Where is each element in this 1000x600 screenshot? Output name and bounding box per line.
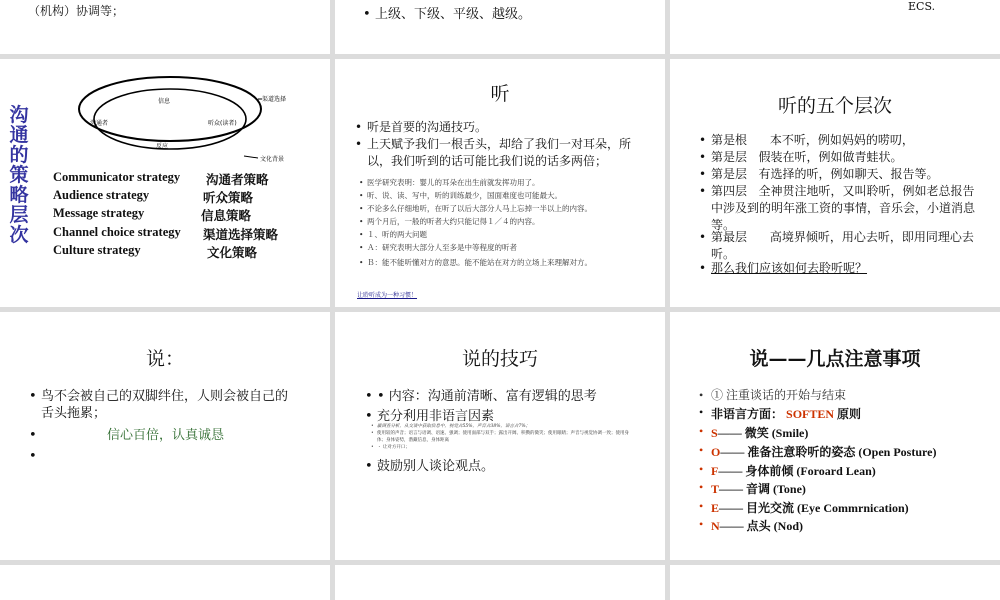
top-left-text: （机构）协调等；: [28, 4, 125, 18]
diagram-sender: 沟通者: [90, 120, 109, 127]
skills-small-item: • 使用较的声音；语言与语调、语速、强调；使用面部与双手；露出开阔、积攒的微笑；使用眼睛；声音与视觉协调一致；使用身体；身体姿势，潜藏信息，身体距离: [371, 431, 629, 443]
vt-char: 的: [9, 144, 29, 166]
five-levels-title: 听的五个层次: [777, 95, 892, 117]
strategy-zh-3: 信息策略: [201, 209, 252, 223]
listen-small-item: • Ａ：研究表明大部分人至多是中等程度的听者: [359, 243, 517, 252]
slide-bottom-mid: [335, 565, 665, 600]
vt-char: 通: [9, 124, 29, 146]
listen-title: 听: [490, 83, 510, 105]
diagram-audience: 听众(读者): [208, 120, 237, 127]
soften-item-o: • O—— 准备注意聆听的姿态 (Open Posture): [699, 443, 937, 459]
vt-char: 次: [9, 224, 29, 246]
listen-habit-link[interactable]: 让聆听成为一种习惯！: [357, 292, 418, 299]
level-item-2: • 第是层 假装在听，例如做青蛙状。: [699, 150, 903, 164]
listen-small-item: • １、听的两大问题: [359, 230, 427, 239]
level-item-3: • 第是层 有选择的听，例如聊天、报告等。: [699, 167, 939, 181]
skills-bullet-3: • 鼓励别人谈论观点。: [365, 459, 495, 474]
listen-small-item: • 听、说、读、写中，听的训练最少，国面难度也可能最大。: [359, 191, 562, 200]
strategy-zh-2: 听众策略: [203, 191, 254, 205]
soften-item-t: • T—— 音调 (Tone): [699, 480, 806, 496]
slide-speak-notes: [670, 312, 1000, 560]
slide-five-levels: [670, 59, 1000, 307]
skills-bullet-2: • 充分利用非语言因素: [365, 409, 495, 424]
diagram-culture: 文化背景: [260, 156, 285, 163]
skills-title: 说的技巧: [461, 348, 538, 370]
diagram-info: 信息: [158, 98, 171, 105]
diagram-feedback: 反应: [156, 143, 169, 150]
slide-top-mid: [335, 0, 665, 54]
level-item-5: • 第最层 高境界倾听，用心去听，即用同理心去听。: [699, 230, 974, 261]
listen-small-item: • 两个月后，一般的听者大约只能记得１／４的内容。: [359, 217, 540, 226]
speak-bullet-1: • 鸟不会被自己的双脚绊住，人则会被自己的舌头拖累；: [29, 389, 289, 421]
strategy-en-4: Channel choice strategy: [53, 225, 181, 239]
slide-top-left: [0, 0, 330, 54]
communication-diagram: [0, 59, 330, 169]
strategy-zh-1: 沟通者策略: [206, 173, 269, 187]
speak-title: 说：: [145, 348, 184, 370]
level-item-1: • 第是根 本不听，例如妈妈的唠叨，: [699, 133, 914, 147]
listen-small-item: • 医学研究表明：婴儿的耳朵在出生前就发挥功用了。: [359, 178, 540, 187]
strategy-en-2: Audience strategy: [53, 188, 150, 202]
listen-question-link[interactable]: • 那么我们应该如何去聆听呢？: [699, 261, 868, 275]
soften-item-f: • F—— 身体前倾 (Foroard Lean): [699, 462, 876, 478]
listen-bullet-1: • 听是首要的沟通技巧。: [355, 120, 488, 134]
skills-small-item: • ・ 让对方开口；: [371, 445, 410, 450]
soften-item-n: • N—— 点头 (Nod): [699, 517, 804, 533]
skills-bullet-1: • • 内容：沟通前清晰、富有逻辑的思考: [365, 389, 597, 404]
level-item-4: • 第四层 全神贯注地听，又叫聆听，例如老总报告中涉及到的明年涨工资的事情，音乐会，小道消息等。: [699, 184, 976, 232]
vt-char: 策: [9, 164, 29, 186]
strategy-zh-4: 渠道选择策略: [203, 228, 279, 242]
slide-listen: [335, 59, 665, 307]
soften-item-s: • S—— 微笑 (Smile): [699, 424, 809, 440]
slide-top-right: [670, 0, 1000, 54]
notes-first: • ① 注重谈话的开始与结束: [699, 388, 847, 402]
notes-title: 说——几点注意事项: [749, 348, 921, 370]
strategy-en-5: Culture strategy: [53, 243, 141, 257]
diagram-channel: 渠道选择: [262, 96, 287, 103]
vt-char: 沟: [9, 104, 29, 126]
slide-speak-skills: [335, 312, 665, 560]
listen-small-list: [359, 176, 657, 269]
vt-char: 略: [9, 184, 29, 206]
speak-bullet-2: • 信心百倍，认真诚恳: [29, 428, 225, 443]
skills-small-item: • 赢调查分析，从交谈中获取信息中，视觉占55%，声音占38%，语言占7%；: [371, 424, 531, 429]
listen-small-item: • 不论多么仔细地听，在听了以后大部分人马上忘掉一半以上的内容。: [359, 204, 592, 213]
top-right-text: ECS.: [908, 0, 936, 13]
strategy-en-1: Communicator strategy: [53, 170, 181, 184]
strategy-en-3: Message strategy: [53, 206, 145, 220]
soften-item-e: • E—— 目光交流 (Eye Commrnication): [699, 499, 909, 515]
strategy-zh-5: 文化策略: [207, 246, 258, 260]
slide-bottom-left: [0, 565, 330, 600]
slide-bottom-right: [670, 565, 1000, 600]
listen-small-item: • Ｂ：能不能听懂对方的意思。能不能站在对方的立场上来理解对方。: [359, 258, 592, 267]
listen-bullet-2: • 上天赋予我们一根舌头，却给了我们一对耳朵，所以，我们听到的话可能比我们说的话多两倍；: [355, 137, 632, 168]
vt-char: 层: [9, 204, 29, 226]
top-mid-bullet: • 上级、下级、平级、越级。: [363, 7, 532, 22]
slide-strategy: [0, 59, 330, 307]
slide-speak: 说： • 鸟不会被自己的双脚绊住，人则会被自己的舌头拖累； • 信心百倍，认真诚恳 •: [0, 312, 330, 560]
skills-small-list: [371, 423, 637, 451]
notes-nonverbal: • 非语言方面： SOFTEN 原则: [699, 405, 862, 421]
